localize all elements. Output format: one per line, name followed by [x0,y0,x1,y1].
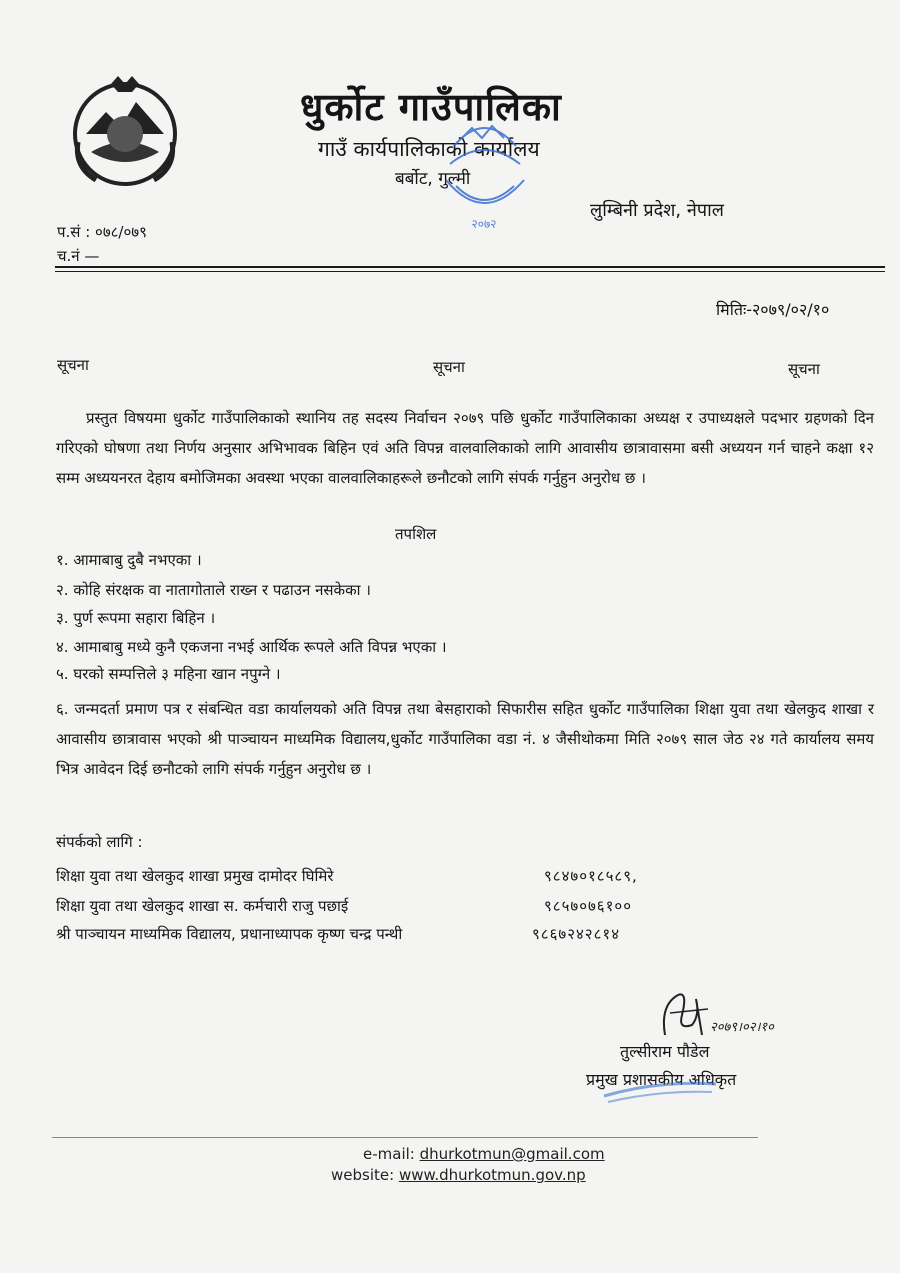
nepal-emblem-icon [66,72,184,190]
list-item: १. आमाबाबु दुबै नभएका । [56,551,202,569]
reference-number: प.सं : ०७८/०७९ [57,223,147,241]
list-item-application: ६. जन्मदर्ता प्रमाण पत्र र संबन्धित वडा कार्यालयको अति विपन्न तथा बेसहाराको सिफारीस सहित धुर्कोट गाउँपालिका शिक्षा युवा तथा खेलकुद शाखा र आवासीय छात्रावास भएको श्री पाञ्चायन माध्यमिक विद्यालय,धुर्कोट गाउँपालिका वडा नं. ४ जैसीथोकमा मिति २०७९ साल जेठ २४ गते कार्यालय समय भित्र आवेदन दिई छनौटको लागि संपर्क गर्नुहुन अनुरोध छ । [56,700,874,778]
list-item: ३. पुर्ण रूपमा सहारा बिहिन । [56,609,216,627]
contact-phone: ९८५७०७६१०० [544,897,633,915]
contact-heading: संपर्कको लागि : [56,833,143,851]
designation-stamp-icon [600,1070,720,1106]
footer-website-line [331,1166,586,1184]
website-label: website: [331,1166,399,1184]
list-item: ५. घरको सम्पत्तिले ३ महिना खान नपुग्ने । [56,665,281,683]
email-link[interactable]: dhurkotmun@gmail.com [419,1145,605,1163]
office-stamp-icon [432,116,536,238]
contact-phone: ९८४७०१८५८९, [544,867,638,885]
list-item: ४. आमाबाबु मध्ये कुनै एकजना नभई आर्थिक रूपले अति विपन्न भएका । [56,638,447,656]
municipality-title: धुर्कोट गाउँपालिका [300,85,562,129]
office-name: गाउँ कार्यपालिकाको कार्यालय [318,137,540,161]
contact-phone: ९८६७२४२८१४ [532,925,621,943]
document-date: मितिः-२०७९/०२/१० [716,300,830,319]
website-link[interactable]: www.dhurkotmun.gov.np [398,1166,586,1184]
notice-label-center: सूचना [433,358,465,376]
footer-email-line [363,1145,605,1163]
svg-text:२०७२: २०७२ [471,217,497,231]
notice-body-paragraph: प्रस्तुत विषयमा धुर्कोट गाउँपालिकाको स्थानिय तह सदस्य निर्वाचन २०७९ पछि धुर्कोट गाउँपालिकाका अध्यक्ष र उपाध्यक्षले पदभार ग्रहणको दिन गरिएको घोषणा तथा निर्णय अनुसार अभिभावक बिहिन एवं अति विपन्न वालवालिकाको लागि आवासीय छात्रावासमा बसी अध्ययन गर्न चाहने कक्षा १२ सम्म अध्ययनरत देहाय बमोजिमका अवस्था भएका वालवालिकाहरूले छनौटको लागि संपर्क गर्नुहुन अनुरोध छ । [56,409,874,487]
header-rule-thin [55,271,885,272]
notice-label-right: सूचना [788,360,820,378]
contact-name: श्री पाञ्चायन माध्यमिक विद्यालय, प्रधानाध्यापक कृष्ण चन्द्र पन्थी [56,925,403,943]
signature-mark [630,985,820,1045]
dispatch-number: च.नं — [57,247,100,265]
contact-name: शिक्षा युवा तथा खेलकुद शाखा प्रमुख दामोदर घिमिरे [56,867,334,885]
list-item: २. कोहि संरक्षक वा नातागोताले राख्न र पढाउन नसकेका । [56,581,371,599]
details-heading: तपशिल [395,525,437,543]
notice-label-left: सूचना [57,356,89,374]
header-rule [55,266,885,268]
signature-date: २०७९।०२।१० [710,1020,774,1035]
signatory-name: तुल्सीराम पौडेल [620,1042,710,1061]
email-label: e-mail: [363,1145,420,1163]
signatory-title: प्रमुख प्रशासकीय अधिकृत [586,1070,737,1089]
contact-name: शिक्षा युवा तथा खेलकुद शाखा स. कर्मचारी राजु पछाई [56,897,349,915]
office-address: बर्बोट, गुल्मी [395,169,471,189]
province-label: लुम्बिनी प्रदेश, नेपाल [590,200,724,221]
footer-rule [52,1137,758,1138]
